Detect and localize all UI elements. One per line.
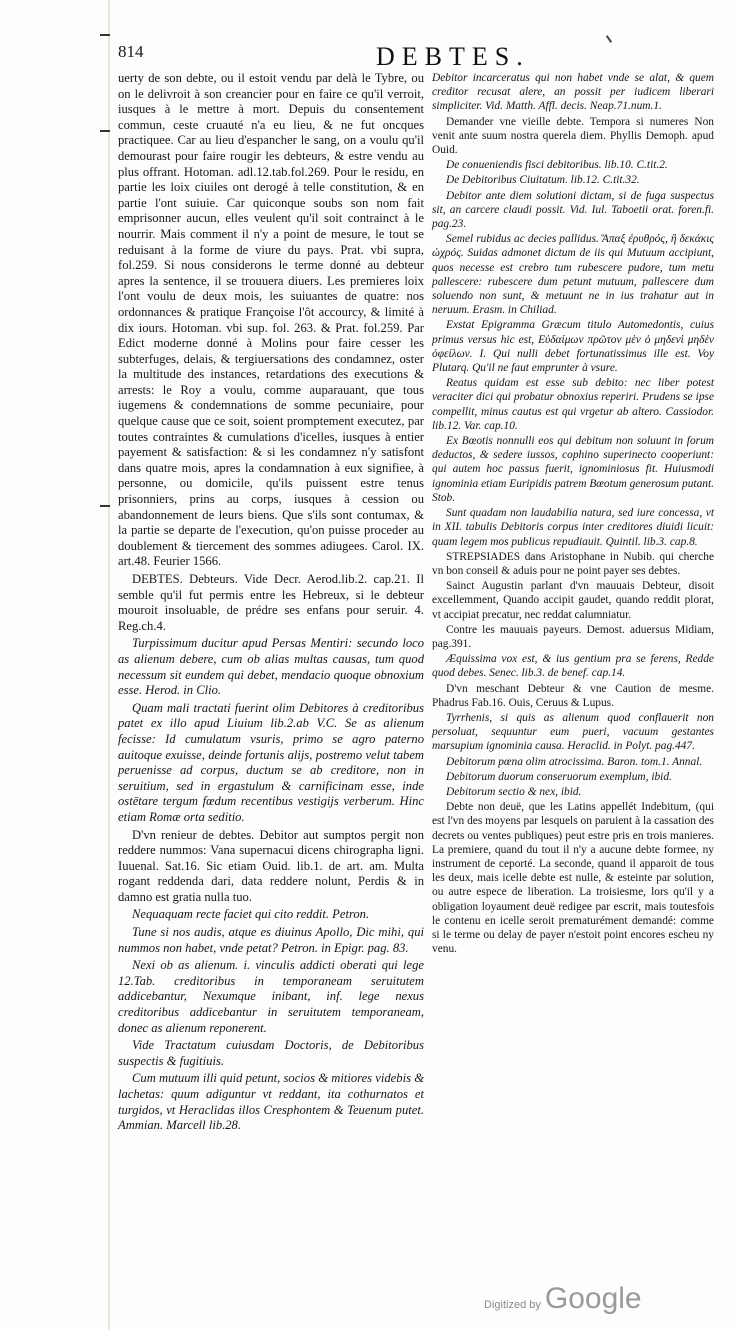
margin-mark [100,505,110,507]
paragraph: De Debitoribus Ciuitatum. lib.12. C.tit.32. [446,174,640,187]
paragraph: Demander vne vieille debte. Tempora si numeres Non venit ante suum nostra querela diem. Phyllis Demoph. apud Ouid. [432,115,714,157]
page-gutter [108,0,110,1330]
paragraph: DEBTES. Debteurs. Vide Decr. Aerod.lib.2. cap.21. Il semble qu'il fut permis entre les Hebreux, si le debteur mouroit insoluable, de prédre ses enfans pour seruir. 4. Reg.ch.4. [118,572,424,633]
paragraph: Nexi ob as alienum. i. vinculis addicti oberati qui lege 12.Tab. creditoribus in temporaneam seruitutem addicebantur, Nexumque inibant, inf. lege nexus creditoribus addicebantur in seruitutem temporaneam, donec as alienum reponerent. [118,958,424,1035]
margin-mark [100,34,110,36]
paragraph: De conueniendis fisci debitoribus. lib.10. C.tit.2. [446,159,668,172]
paragraph: Exstat Epigramma Græcum titulo Automedontis, cuius primus versus hic est, Εὐδαίμων πρῶτον μὲν ὁ μηδενὶ μηδὲν ὀφείλων. I. Qui nulli debet fortunatissimus ille est. Voy Plutarq. Qu'il ne faut emprunter à vsure. [432,319,714,375]
paragraph: Nequaquam recte faciet qui cito reddit. Petron. [132,907,370,922]
paragraph: Æquissima vox est, & ius gentium pra se ferens, Redde quod debes. Senec. lib.3. de benef. cap.14. [432,653,714,680]
running-title: DEBTES. [376,42,530,71]
page-number: 814 [118,42,144,61]
digitized-by-text: Digitized by [484,1299,541,1311]
paragraph: Debitorum duorum conseruorum exemplum, ibid. [446,770,672,783]
paragraph: Ex Bœotis nonnulli eos qui debitum non soluunt in forum deductos, & sedere iussos, cophino superinecto cooperiunt: qui autem hoc passus fuerit, ignominiosus fit. Huiusmodi ignominia etiam Euripidis patrem Bœotum generosum putant. Stob. [432,435,714,504]
paragraph: Contre les mauuais payeurs. Demost. aduersus Midiam, pag.391. [432,623,714,650]
paragraph: Debitor incarceratus qui non habet vnde se alat, & quem creditor recusat alere, an possit per iudicem liberari simpliciter. Vid. Matth. Affl. decis. Neap.71.num.1. [432,72,714,113]
paragraph: D'vn meschant Debteur & vne Caution de mesme. Phadrus Fab.16. Ouis, Ceruus & Lupus. [432,682,714,709]
paragraph: Vide Tractatum cuiusdam Doctoris, de Debitoribus suspectis & fugitiuis. [118,1038,424,1068]
paragraph: Tyrrhenis, si quis as alienum quod conflauerit non persoluat, sequuntur eum pueri, vacuum gestantes marsupium ignominia causa. Heraclid. in Polyt. pag.447. [432,711,714,753]
paragraph: Debte non deuë, que les Latins appellét Indebitum, (qui est l'vn des moyens par lesquels on paruient à la cassation des decrets ou ventes publiques) peut estre pris en trois manieres. La premiere, quand du tout il n'y a aucune debte formee, ny instrument de ceporté. La seconde, quand il apparoit de tous les deux, mais icelle debte est nulle, & esteinte par solution, ou autre espece de liberation. La troisiesme, lors qu'il y a obligation loyaument deuë redigee par escrit, mais toutesfois le contenu en icelle seroit prematurément demandé: comme si le terme ou delay de payer n'estoit point encores escheu ny venu. [432,801,714,956]
paragraph: Debitor ante diem solutioni dictam, si de fuga suspectus sit, an carcere claudi possit. Vid. Iul. Taboetii orat. foren.fi. pag.23. [432,189,714,231]
paragraph: STREPSIADES dans Aristophane in Nubib. qui cherche vn bon conseil & aduis pour ne point payer ses debtes. [432,550,714,577]
paragraph: Semel rubidus ac decies pallidus. Ἅπαξ ἐρυθρός, ἢ δεκάκις ὠχρός. Suidas admonet dictum de iis qui Mutuum accipiunt, quos necesse est crebro tum rubescere pudore, tum metu pallescere: rubescere dum petunt mutuum, pallescere dum soluendo non sunt, & metuunt ne in ius trahatur aut in neruum. Erasm. in Chiliad. [432,233,714,317]
google-logo: Google [544,1282,642,1315]
right-column [432,71,714,957]
paragraph: Reatus quidam est esse sub debito: nec liber potest veraciter dici qui probatur obnoxius reperiri. Prudens se ipse compellit, minus cautus est qui vrgetur ab altero. Cassiodor. lib.12. Var. cap.10. [432,377,714,432]
paragraph: Sainct Augustin parlant d'vn mauuais Debteur, disoit excellemment, Quando accipit gaudet, quando reddit plorat, vt accipiat precatur, nec reddat calumniatur. [432,580,714,621]
paragraph: Tune si nos audis, atque es diuinus Apollo, Dic mihi, qui nummos non habet, vnde petat? Petron. in Epigr. pag. 83. [118,925,424,955]
paragraph: Turpissimum ducitur apud Persas Mentiri: secundo loco as alienum debere, cum ob alias multas causas, tum quod necessum sit eundem qui debet, mendacio quoque obnoxium esse. Herod. in Clio. [118,636,424,698]
left-column [118,71,424,1136]
paragraph: Quam mali tractati fuerint olim Debitores à creditoribus patet ex illo apud Liuium lib.2.ab V.C. Se as alienum fecisse: Id cumulatum vsuris, primo se agro paterno auitoque exuisse, deinde fortunis alijs, postremo velut tabem peruenisse ad corpus, ductum se ab creditore, non in seruitium, sed in ergastulum & carnificinam esse, inde ostētare tergum fœdum recentibus vestigijs verberum. Hinc etiam Romæ orta seditio. [118,700,424,824]
paragraph: uerty de son debte, ou il estoit vendu par delà le Tybre, ou on le delivroit à son creancier pour en faire ce qu'il verroit, iusques à le mettre à mort. Depuis du consentement commun, ceste cruauté n'a eu lieu, & ne fut oncques practiquee. Car au lieu d'espancher le sang, on a voulu qu'il demourast pour faire rougir les debteurs, & estre vendu au plus offrant. Hotoman. adl.12.tab.fol.269. Pour le residu, en partie les loix ciuiles ont derogé à telle constitution, & en partie l'ont suiuie. Car quiconque soubs son nom fait emprisonner aucun, elles veulent qu'il soit contrainct à le nourrir. Mais comment il n'y a point de mesure, le tout se reduisant à la forme de viure du pays. Prat. vbi supra, fol.259. Si nous considerons le terme donné au debteur apres la sentence, il se trouuera diuers. Les premieres loix l'ont voulu de deux mois, les suiuantes de quatre: nos ordonnances & pratique Françoise l'ôt accourcy, & limité à dix iours. Hotoman. vbi sup. fol. 263. & Prat. fol.259. Par Edict moderne donné à Molins pour faire cesser les subterfuges, delais, & tergiuersations des condamnez, oster la multitude des instances, retardations des executions & arrests: le Roy a voulu, comme auparauant, que tous iugemens & condemnations de somme pecuniaire, pour quelque cause que ce soit, soient promptement executez, par toutes contraintes & cumulations d'icelles, iusques à entier payement & satisfaction: & si les condamnez n'y satisfont dans quatre mois, apres la condamnation à eux signifiee, à personne, ou domicile, qu'ils puissent estre tenus prisonniers, prins au corps, iusques à cession ou abandonnement de leurs biens. Que s'ils sont contumax, & la partie se departe de l'execution, qu'on puisse proceder au doublement & tiercement des sommes adiugees. Carol. IX. art.48. Feurier 1566. [118,71,424,569]
digitized-watermark [484,1282,642,1316]
paragraph: Debitorum sectio & nex, ibid. [446,785,582,798]
margin-mark [100,130,110,132]
paragraph: Sunt quadam non laudabilia natura, sed iure concessa, vt in XII. tabulis Debitoris corpus inter creditores diuidi licuit: quam legem mos publicus repudiauit. Quintil. lib.3. cap.8. [432,507,714,548]
paragraph: Cum mutuum illi quid petunt, socios & mitiores videbis & lachetas: quum adiguntur vt reddant, ita cothurnatos et turgidos, vt Heraclidas illos Cresphontem & Teuenum putet. Ammian. Marcell lib.28. [118,1071,424,1133]
paragraph: D'vn renieur de debtes. Debitor aut sumptos pergit non reddere nummos: Vana supernacui dicens chirographa ligni. Iuuenal. Sat.16. Sic etiam Ouid. lib.1. de art. am. Multa rogant reddenda dari, data reddere nolunt, Perdis & in damno est gratia nulla tuo. [118,827,424,904]
stray-mark [606,35,612,43]
paragraph: Debitorum pœna olim atrocissima. Baron. tom.1. Annal. [446,755,703,768]
